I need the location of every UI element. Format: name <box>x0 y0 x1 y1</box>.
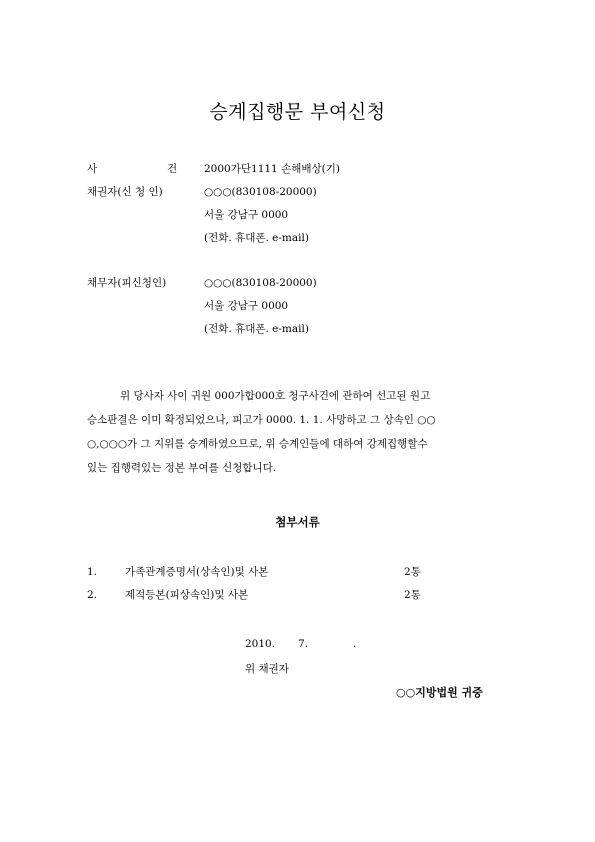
body-line-4: 있는 집행력있는 정본 부여를 신청합니다. <box>87 462 277 474</box>
date-day: . <box>353 638 357 650</box>
case-label <box>87 162 179 176</box>
attachments-title: 첨부서류 <box>275 515 320 529</box>
debtor-contact: (전화. 휴대폰. e-mail) <box>204 323 309 335</box>
case-value: 2000가단1111 손해배상(기) <box>204 163 340 175</box>
document-title: 승계집행문 부여신청 <box>209 101 386 123</box>
body-line-2: 승소판결은 이미 확정되었으나, 피고가 0000. 1. 1. 사망하고 그 상속인 ○○ <box>87 414 436 426</box>
creditor-contact: (전화. 휴대폰. e-mail) <box>204 232 309 244</box>
debtor-name: ○○○(830108-20000) <box>204 277 317 289</box>
attachment-2-count: 2통 <box>404 589 421 601</box>
attachment-2-num: 2. <box>87 589 98 601</box>
body-line-3: ○,○○○가 그 지위를 승계하였으므로, 위 승계인들에 대하여 강제집행할수 <box>87 438 428 450</box>
attachment-2-label: 제적등본(피상속인)및 사본 <box>125 589 249 601</box>
attachment-1-num: 1. <box>87 566 98 578</box>
date-month: 7. <box>298 638 309 650</box>
case-label-first: 사 <box>87 163 98 175</box>
creditor-label: 채권자(신 청 인) <box>87 186 163 198</box>
debtor-label: 채무자(피신청인) <box>87 277 167 289</box>
date-year: 2010. <box>245 638 276 650</box>
court-addressee: ○○지방법원 귀중 <box>396 686 483 699</box>
debtor-address: 서울 강남구 0000 <box>204 300 289 312</box>
attachment-1-label: 가족관계증명서(상속인)및 사본 <box>125 566 269 578</box>
case-label-last: 건 <box>167 163 178 175</box>
body-line-1: 위 당사자 사이 귀원 000가합000호 청구사건에 관하여 선고된 원고 <box>120 390 431 402</box>
attachment-1-count: 2통 <box>404 566 421 578</box>
signer-label: 위 채권자 <box>245 663 289 675</box>
creditor-name: ○○○(830108-20000) <box>204 186 317 198</box>
creditor-address: 서울 강남구 0000 <box>204 209 289 221</box>
